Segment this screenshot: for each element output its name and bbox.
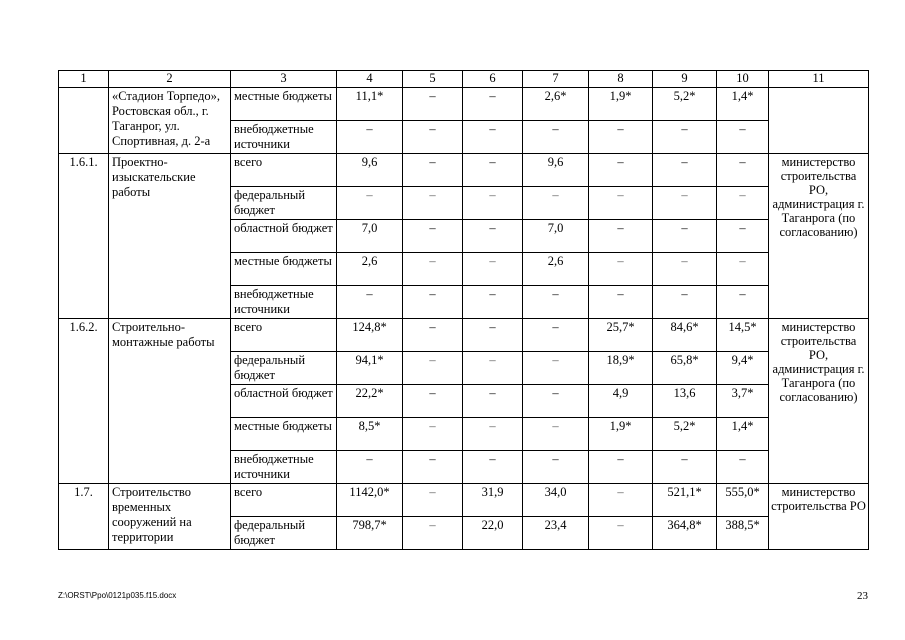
value-cell: – [523,352,589,385]
column-header: 10 [717,71,769,88]
value-cell: – [589,451,653,484]
value-cell: – [589,253,653,286]
value-cell: – [463,451,523,484]
value-cell: 4,9 [589,385,653,418]
item-name: Проектно-изыскательские работы [109,154,231,319]
value-cell: – [717,451,769,484]
value-cell: 84,6* [653,319,717,352]
column-header: 3 [231,71,337,88]
funding-source: федеральный бюджет [231,187,337,220]
item-name: Строительно-монтажные работы [109,319,231,484]
value-cell: – [523,385,589,418]
value-cell: – [589,517,653,550]
value-cell: 1,9* [589,88,653,121]
value-cell: – [463,319,523,352]
value-cell: – [653,187,717,220]
value-cell: – [589,121,653,154]
table-row [59,319,869,352]
value-cell: – [589,286,653,319]
value-cell: – [403,517,463,550]
value-cell: – [717,154,769,187]
value-cell: 11,1* [337,88,403,121]
value-cell: – [463,154,523,187]
value-cell: – [403,385,463,418]
value-cell: – [463,253,523,286]
value-cell: – [403,121,463,154]
value-cell: 5,2* [653,418,717,451]
funding-source: внебюджетные источники [231,121,337,154]
value-cell: – [337,187,403,220]
value-cell: – [717,286,769,319]
funding-source: всего [231,154,337,187]
value-cell: 124,8* [337,319,403,352]
value-cell: 23,4 [523,517,589,550]
value-cell: 34,0 [523,484,589,517]
value-cell: 521,1* [653,484,717,517]
responsible-party: министерство строительства РО [769,484,869,550]
item-number: 1.6.1. [59,154,109,319]
value-cell: 22,2* [337,385,403,418]
value-cell: – [463,121,523,154]
column-header: 6 [463,71,523,88]
value-cell: – [653,451,717,484]
item-name: Строительство временных сооружений на территории [109,484,231,550]
item-number: 1.6.2. [59,319,109,484]
header-row [59,71,869,88]
value-cell: – [589,484,653,517]
value-cell: 22,0 [463,517,523,550]
value-cell: 364,8* [653,517,717,550]
value-cell: – [717,121,769,154]
value-cell: 9,6 [337,154,403,187]
value-cell: – [523,451,589,484]
value-cell: 1,4* [717,88,769,121]
value-cell: 65,8* [653,352,717,385]
value-cell: 2,6* [523,88,589,121]
value-cell: 2,6 [337,253,403,286]
value-cell: – [337,121,403,154]
value-cell: – [463,352,523,385]
responsible-party: министерство строительства РО, администрация г. Таганрога (по согласованию) [769,319,869,484]
value-cell: – [403,154,463,187]
value-cell: – [403,88,463,121]
responsible-party: министерство строительства РО, администрация г. Таганрога (по согласованию) [769,154,869,319]
value-cell: – [403,319,463,352]
value-cell: – [523,418,589,451]
funding-source: местные бюджеты [231,418,337,451]
value-cell: – [463,385,523,418]
column-header: 11 [769,71,869,88]
value-cell: – [403,286,463,319]
value-cell: – [463,286,523,319]
value-cell: – [337,286,403,319]
value-cell: 18,9* [589,352,653,385]
item-number: 1.7. [59,484,109,550]
value-cell: – [717,253,769,286]
value-cell: – [717,220,769,253]
value-cell: – [463,187,523,220]
value-cell: 31,9 [463,484,523,517]
value-cell: – [403,220,463,253]
responsible-party [769,88,869,154]
value-cell: 14,5* [717,319,769,352]
value-cell: – [589,187,653,220]
value-cell: – [403,187,463,220]
column-header: 1 [59,71,109,88]
funding-source: областной бюджет [231,220,337,253]
value-cell: 555,0* [717,484,769,517]
value-cell: – [337,451,403,484]
value-cell: 25,7* [589,319,653,352]
value-cell: – [589,154,653,187]
table-row [59,154,869,187]
item-number [59,88,109,154]
funding-source: всего [231,484,337,517]
value-cell: 7,0 [337,220,403,253]
file-path: Z:\ORST\Ppo\0121p035.f15.docx [58,591,177,600]
value-cell: 2,6 [523,253,589,286]
funding-source: федеральный бюджет [231,352,337,385]
value-cell: – [653,220,717,253]
value-cell: 9,6 [523,154,589,187]
value-cell: 94,1* [337,352,403,385]
value-cell: – [463,418,523,451]
table-row [59,484,869,517]
funding-source: внебюджетные источники [231,286,337,319]
funding-source: местные бюджеты [231,88,337,121]
funding-source: внебюджетные источники [231,451,337,484]
value-cell: 1142,0* [337,484,403,517]
column-header: 8 [589,71,653,88]
value-cell: – [653,286,717,319]
funding-source: всего [231,319,337,352]
value-cell: – [403,352,463,385]
value-cell: – [653,154,717,187]
item-name: «Стадион Торпедо», Ростовская обл., г. Таганрог, ул. Спортивная, д. 2-а [109,88,231,154]
value-cell: – [403,451,463,484]
value-cell: – [523,121,589,154]
value-cell: 9,4* [717,352,769,385]
value-cell: – [403,253,463,286]
budget-table [58,70,869,550]
value-cell: – [717,187,769,220]
value-cell: 1,4* [717,418,769,451]
value-cell: – [403,418,463,451]
value-cell: – [403,484,463,517]
column-header: 7 [523,71,589,88]
value-cell: 388,5* [717,517,769,550]
value-cell: 5,2* [653,88,717,121]
value-cell: – [523,187,589,220]
column-header: 5 [403,71,463,88]
funding-source: областной бюджет [231,385,337,418]
column-header: 4 [337,71,403,88]
value-cell: 1,9* [589,418,653,451]
value-cell: 13,6 [653,385,717,418]
value-cell: – [589,220,653,253]
value-cell: 798,7* [337,517,403,550]
column-header: 2 [109,71,231,88]
value-cell: – [523,319,589,352]
column-header: 9 [653,71,717,88]
funding-source: федеральный бюджет [231,517,337,550]
value-cell: – [523,286,589,319]
value-cell: – [463,88,523,121]
funding-source: местные бюджеты [231,253,337,286]
value-cell: – [463,220,523,253]
table-row [59,88,869,121]
value-cell: 7,0 [523,220,589,253]
value-cell: 3,7* [717,385,769,418]
value-cell: 8,5* [337,418,403,451]
page-number: 23 [857,590,868,602]
value-cell: – [653,253,717,286]
value-cell: – [653,121,717,154]
